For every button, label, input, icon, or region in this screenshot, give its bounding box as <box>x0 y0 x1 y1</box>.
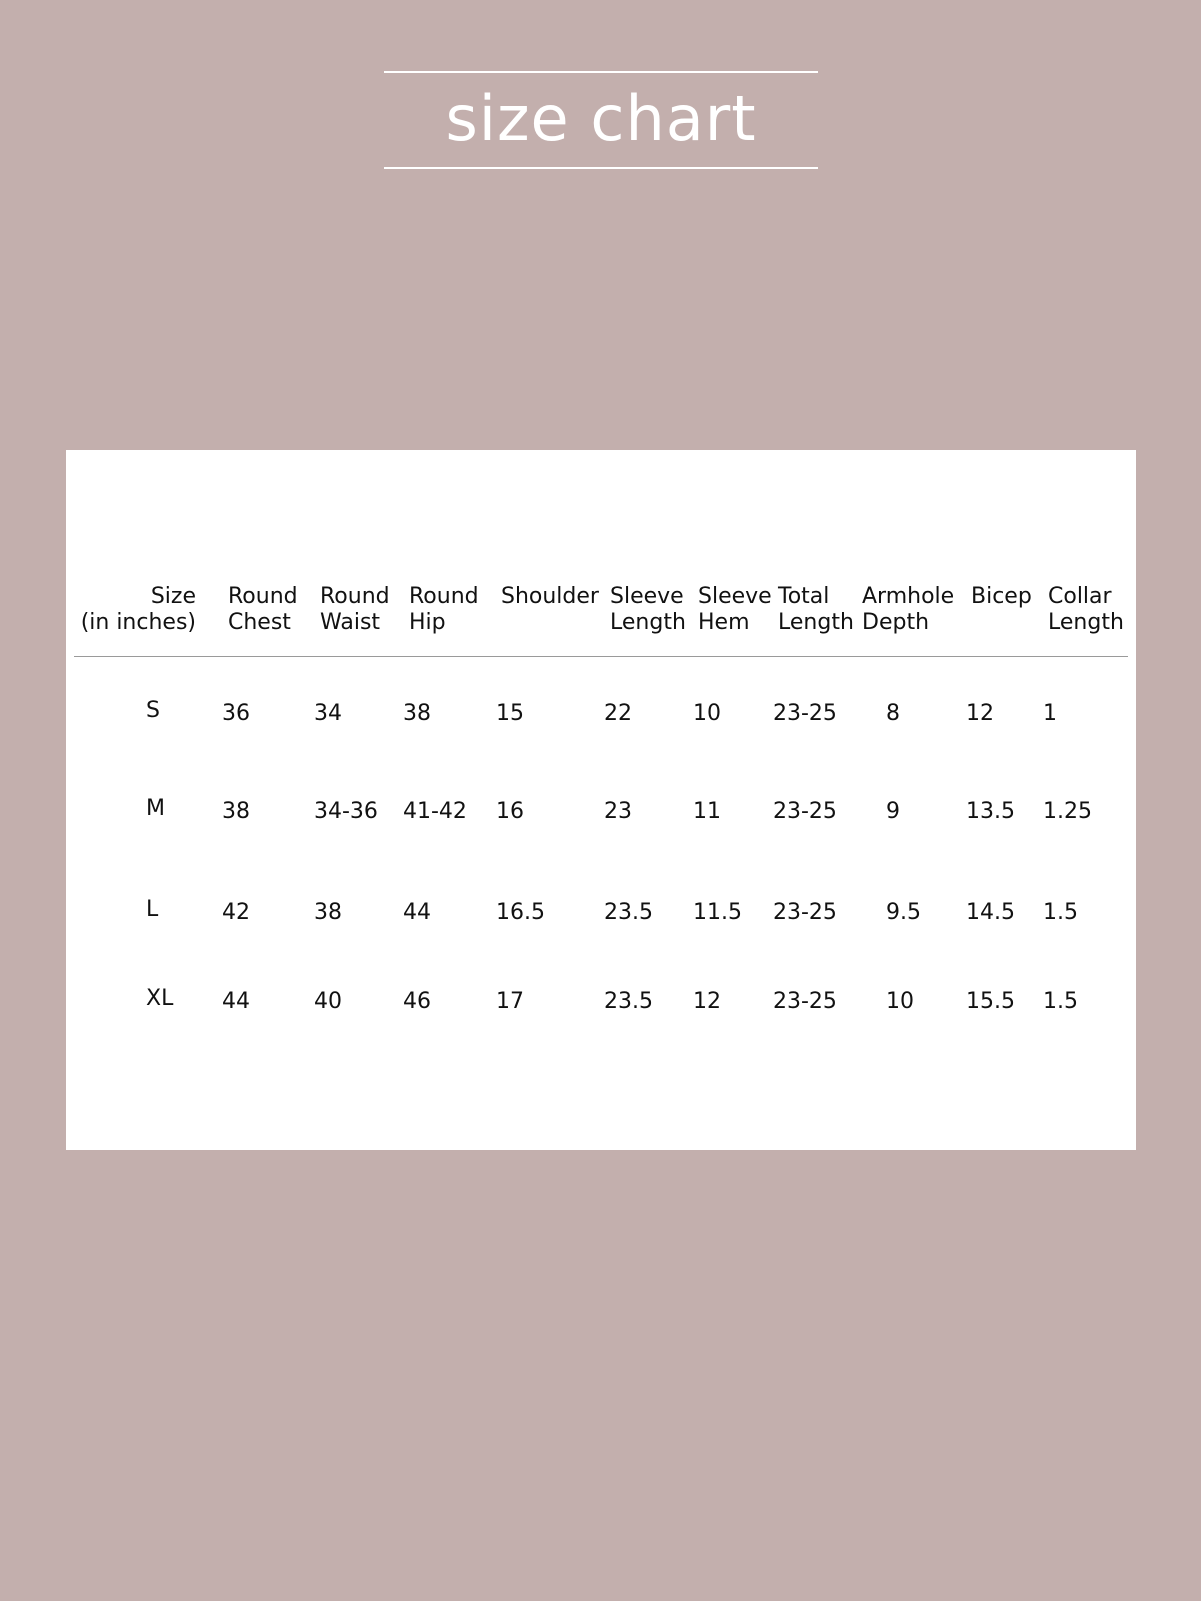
cell-sleeve-length: 23.5 <box>604 989 653 1014</box>
cell-size: L <box>146 897 159 922</box>
header-size: Size (in inches) <box>80 584 196 635</box>
title-block <box>384 71 818 169</box>
cell-bicep: 13.5 <box>966 799 1015 824</box>
cell-total-length: 23-25 <box>773 799 837 824</box>
cell-size: S <box>146 698 160 723</box>
cell-sleeve-length: 23 <box>604 799 632 824</box>
cell-round-chest: 44 <box>222 989 250 1014</box>
cell-sleeve-length: 23.5 <box>604 900 653 925</box>
cell-sleeve-hem: 11 <box>693 799 721 824</box>
title-rule-top <box>384 71 818 73</box>
cell-round-waist: 34 <box>314 701 342 726</box>
header-round-chest: Round Chest <box>228 584 298 635</box>
header-total-length: Total Length <box>778 584 854 635</box>
cell-shoulder: 17 <box>496 989 524 1014</box>
header-collar-length: Collar Length <box>1048 584 1124 635</box>
cell-round-hip: 44 <box>403 900 431 925</box>
cell-shoulder: 16.5 <box>496 900 545 925</box>
cell-collar-length: 1 <box>1043 701 1057 726</box>
cell-round-hip: 46 <box>403 989 431 1014</box>
cell-total-length: 23-25 <box>773 701 837 726</box>
header-divider <box>74 656 1128 657</box>
size-table-panel <box>66 450 1136 1150</box>
cell-sleeve-length: 22 <box>604 701 632 726</box>
cell-armhole-depth: 9 <box>886 799 900 824</box>
cell-round-waist: 38 <box>314 900 342 925</box>
cell-round-waist: 34-36 <box>314 799 378 824</box>
cell-bicep: 15.5 <box>966 989 1015 1014</box>
cell-sleeve-hem: 11.5 <box>693 900 742 925</box>
cell-armhole-depth: 10 <box>886 989 914 1014</box>
cell-round-hip: 38 <box>403 701 431 726</box>
header-round-waist: Round Waist <box>320 584 390 635</box>
header-round-hip: Round Hip <box>409 584 479 635</box>
cell-round-hip: 41-42 <box>403 799 467 824</box>
header-sleeve-hem: Sleeve Hem <box>698 584 772 635</box>
cell-armhole-depth: 8 <box>886 701 900 726</box>
cell-total-length: 23-25 <box>773 989 837 1014</box>
cell-round-chest: 36 <box>222 701 250 726</box>
cell-armhole-depth: 9.5 <box>886 900 921 925</box>
cell-size: XL <box>146 986 174 1011</box>
cell-bicep: 14.5 <box>966 900 1015 925</box>
cell-collar-length: 1.5 <box>1043 900 1078 925</box>
cell-sleeve-hem: 12 <box>693 989 721 1014</box>
page-title: size chart <box>445 82 757 155</box>
cell-bicep: 12 <box>966 701 994 726</box>
cell-round-chest: 38 <box>222 799 250 824</box>
cell-collar-length: 1.25 <box>1043 799 1092 824</box>
cell-shoulder: 15 <box>496 701 524 726</box>
cell-round-waist: 40 <box>314 989 342 1014</box>
header-armhole-depth: Armhole Depth <box>862 584 955 635</box>
cell-collar-length: 1.5 <box>1043 989 1078 1014</box>
cell-round-chest: 42 <box>222 900 250 925</box>
cell-sleeve-hem: 10 <box>693 701 721 726</box>
cell-size: M <box>146 796 165 821</box>
cell-shoulder: 16 <box>496 799 524 824</box>
header-sleeve-length: Sleeve Length <box>610 584 686 635</box>
header-shoulder: Shoulder <box>501 584 599 609</box>
title-rule-bottom <box>384 167 818 169</box>
cell-total-length: 23-25 <box>773 900 837 925</box>
header-bicep: Bicep <box>971 584 1032 609</box>
